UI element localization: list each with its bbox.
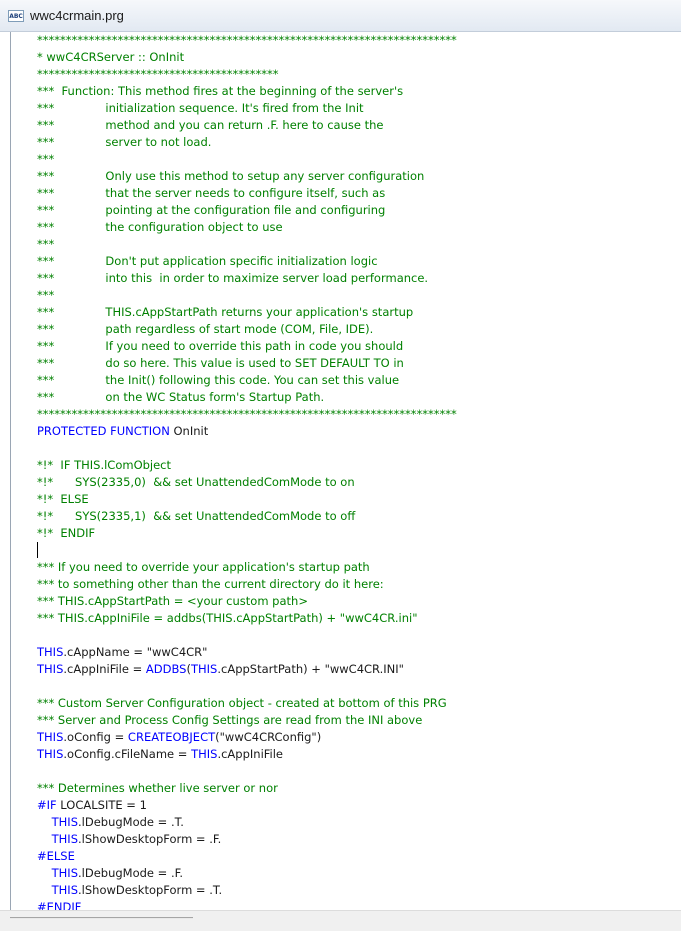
code-token: THIS <box>51 883 78 897</box>
code-line <box>37 202 681 219</box>
code-token: #ELSE <box>37 849 75 863</box>
code-token: *** path regardless of start mode (COM, File, IDE). <box>37 322 374 336</box>
text-file-icon: ABC <box>8 10 24 22</box>
code-token: .lDebugMode = .T. <box>78 815 184 829</box>
code-line <box>37 763 681 780</box>
horizontal-scrollbar[interactable] <box>0 910 681 931</box>
code-line <box>37 593 681 610</box>
window-title: wwc4crmain.prg <box>30 8 124 23</box>
code-token: THIS <box>37 645 64 659</box>
code-token: LOCALSITE = 1 <box>56 798 147 812</box>
code-line <box>37 525 681 542</box>
code-line <box>37 678 681 695</box>
code-line <box>37 848 681 865</box>
code-line <box>37 83 681 100</box>
code-token: OnInit <box>169 424 209 438</box>
code-token: *** do so here. This value is used to SET DEFAULT TO in <box>37 356 404 370</box>
code-line <box>37 780 681 797</box>
code-line <box>37 559 681 576</box>
code-token <box>37 866 52 880</box>
code-line <box>37 661 681 678</box>
code-token: *!* ENDIF <box>37 526 96 540</box>
code-line <box>37 542 681 559</box>
title-bar <box>0 0 681 32</box>
code-token: *** THIS.cAppIniFile = addbs(THIS.cAppStartPath) + "wwC4CR.ini" <box>37 611 418 625</box>
code-token: *** <box>37 152 55 166</box>
code-line <box>37 865 681 882</box>
code-token: ( <box>186 662 191 676</box>
code-token: .lShowDesktopForm = .T. <box>78 883 223 897</box>
code-token: *** Function: This method fires at the beginning of the server's <box>37 84 404 98</box>
code-token: ************************************************************************* <box>37 33 457 47</box>
code-line <box>37 610 681 627</box>
code-token: *!* SYS(2335,0) && set UnattendedComMode to on <box>37 475 355 489</box>
code-token: THIS <box>191 747 218 761</box>
code-token: .cAppName = "wwC4CR" <box>63 645 208 659</box>
code-token: THIS <box>190 662 218 676</box>
code-line <box>37 389 681 406</box>
code-token: *** server to not load. <box>37 135 212 149</box>
code-token: *** the configuration object to use <box>37 220 283 234</box>
code-line <box>37 508 681 525</box>
code-token: *!* SYS(2335,1) && set UnattendedComMode to off <box>37 509 356 523</box>
code-line <box>37 814 681 831</box>
code-line <box>37 219 681 236</box>
code-token: *** THIS.cAppStartPath = <your custom path> <box>37 594 308 608</box>
code-token: .lDebugMode = .F. <box>78 866 184 880</box>
code-token: .oConfig.cFileName = <box>63 747 192 761</box>
code-line <box>37 491 681 508</box>
code-token: THIS <box>37 730 64 744</box>
text-caret <box>37 542 38 558</box>
code-token: #ENDIF <box>37 900 82 910</box>
code-line <box>37 117 681 134</box>
code-token: ****************************************** <box>37 67 279 81</box>
code-line <box>37 729 681 746</box>
code-line <box>37 134 681 151</box>
code-token: *** THIS.cAppStartPath returns your application's startup <box>37 305 414 319</box>
code-token: *** Server and Process Config Settings are read from the INI above <box>37 713 423 727</box>
horizontal-scrollbar-thumb[interactable] <box>10 917 193 919</box>
code-line <box>37 49 681 66</box>
code-line <box>37 236 681 253</box>
code-token: THIS <box>51 815 78 829</box>
code-token: THIS <box>51 866 78 880</box>
code-token: #IF <box>37 798 57 812</box>
code-line <box>37 627 681 644</box>
code-line <box>37 168 681 185</box>
code-token: CREATEOBJECT <box>127 730 216 744</box>
code-line <box>37 576 681 593</box>
code-token: .cAppIniFile <box>217 747 284 761</box>
code-token: THIS <box>37 747 64 761</box>
code-line <box>37 831 681 848</box>
code-line <box>37 253 681 270</box>
code-token: ************************************************************************* <box>37 407 457 421</box>
code-line <box>37 695 681 712</box>
code-token: PROTECTED FUNCTION <box>37 424 170 438</box>
code-line <box>37 355 681 372</box>
code-token: * wwC4CRServer :: OnInit <box>37 50 185 64</box>
code-token: *** on the WC Status form's Startup Path. <box>37 390 325 404</box>
code-token: *** to something other than the current directory do it here: <box>37 577 384 591</box>
code-line <box>37 185 681 202</box>
code-line <box>37 423 681 440</box>
code-token: *** Don't put application specific initialization logic <box>37 254 378 268</box>
code-line <box>37 440 681 457</box>
code-line <box>37 304 681 321</box>
code-token <box>37 832 52 846</box>
code-line <box>37 712 681 729</box>
code-token: *** <box>37 237 55 251</box>
code-token: ("wwC4CRConfig") <box>215 730 322 744</box>
code-line <box>37 321 681 338</box>
code-token: .cAppStartPath) + "wwC4CR.INI" <box>217 662 404 676</box>
code-line <box>37 287 681 304</box>
code-token: *!* ELSE <box>37 492 89 506</box>
code-line <box>37 797 681 814</box>
code-line <box>37 882 681 899</box>
code-token: .oConfig = <box>63 730 128 744</box>
code-token: *!* IF THIS.lComObject <box>37 458 172 472</box>
code-token: .lShowDesktopForm = .F. <box>78 832 222 846</box>
code-token: *** Determines whether live server or nor <box>37 781 278 795</box>
code-line <box>37 100 681 117</box>
code-token: *** Custom Server Configuration object - created at bottom of this PRG <box>37 696 447 710</box>
code-token: THIS <box>51 832 78 846</box>
code-token <box>37 883 52 897</box>
code-line <box>37 746 681 763</box>
code-line <box>37 457 681 474</box>
code-line <box>37 372 681 389</box>
code-line <box>37 270 681 287</box>
code-token: *** the Init() following this code. You can set this value <box>37 373 400 387</box>
code-line <box>37 66 681 83</box>
code-token: *** <box>37 288 55 302</box>
code-line <box>37 474 681 491</box>
code-line <box>37 644 681 661</box>
code-line <box>37 899 681 910</box>
code-token: .cAppIniFile = <box>63 662 146 676</box>
code-line <box>37 406 681 423</box>
code-token: *** that the server needs to configure itself, such as <box>37 186 386 200</box>
code-line <box>37 338 681 355</box>
code-line <box>37 151 681 168</box>
code-token: THIS <box>37 662 64 676</box>
code-token: *** method and you can return .F. here to cause the <box>37 118 384 132</box>
code-line <box>37 32 681 49</box>
code-token: *** If you need to override this path in code you should <box>37 339 404 353</box>
code-token: *** into this in order to maximize server load performance. <box>37 271 429 285</box>
editor-frame <box>10 32 681 910</box>
code-token: ADDBS <box>145 662 187 676</box>
code-token: *** initialization sequence. It's fired from the Init <box>37 101 364 115</box>
code-token: *** If you need to override your application's startup path <box>37 560 370 574</box>
code-editor[interactable] <box>37 32 681 910</box>
code-token <box>37 815 52 829</box>
code-text <box>37 32 681 910</box>
code-token: *** pointing at the configuration file and configuring <box>37 203 386 217</box>
code-token: *** Only use this method to setup any server configuration <box>37 169 425 183</box>
